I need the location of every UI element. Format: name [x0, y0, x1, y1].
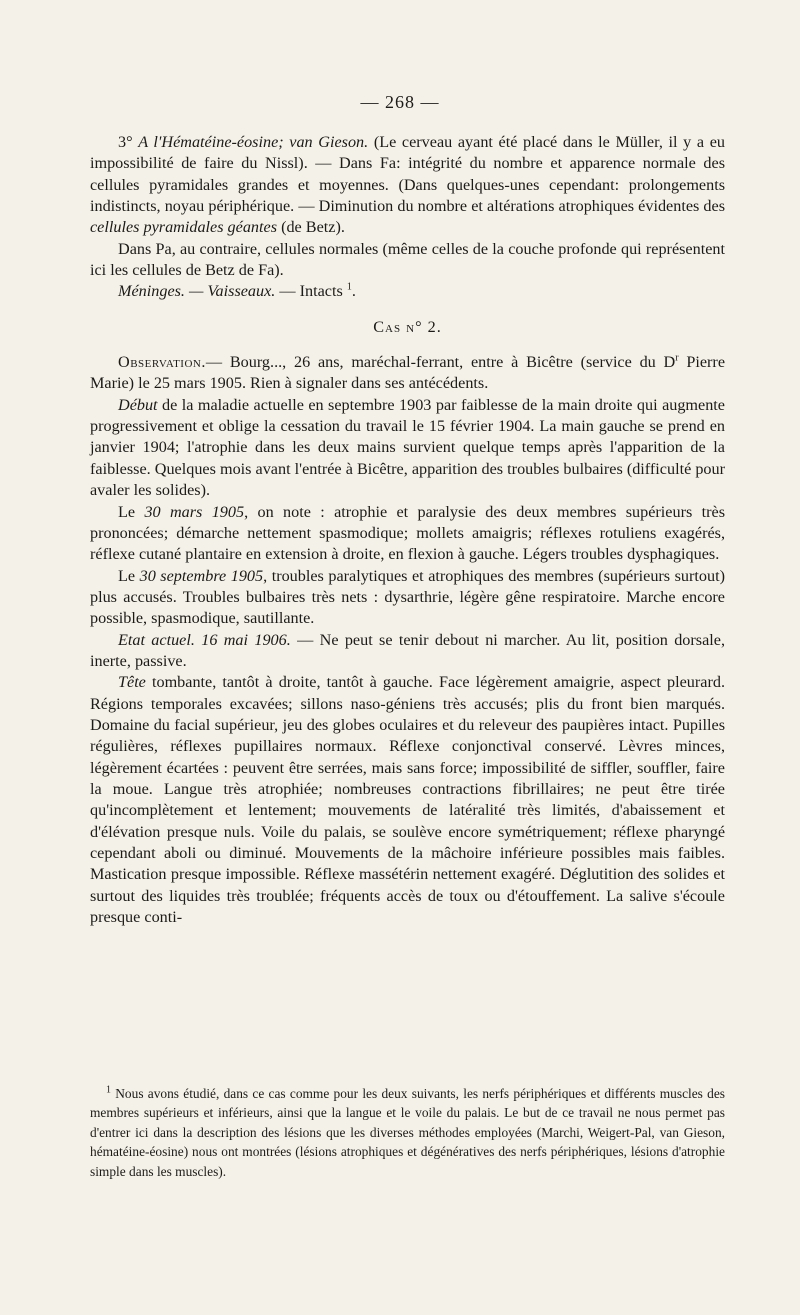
paragraph-text-end: (de Betz).	[277, 218, 345, 237]
paragraph-lead: Le	[118, 502, 145, 521]
item-number: 3°	[118, 133, 139, 151]
case-title: Cas n° 2.	[373, 317, 442, 336]
footnote-body: Nous avons étudié, dans ce cas comme pour les deux suivants, les nerfs périphériques et différents muscles des membres supérieurs et inférieurs, ainsi que la langue et le voile du palais. Le but de ce travail ne nous permet pas d'entrer ici dans la description des lésions que les diverses méthodes employées (Marchi, Weigert-Pal, van Gieson, hématéine-éosine) nous ont montrées (lésions atrophiques et dégénératives des nerfs périphériques, lésions d'atrophie simple dans les muscles).	[90, 1086, 725, 1179]
paragraph-pa: Dans Pa, au contraire, cellules normales (même celles de la couche profonde qui représentent ici les cellules de Betz de Fa).	[90, 239, 725, 280]
paragraph-staining	[90, 132, 725, 239]
paragraph-september-1905	[90, 566, 725, 630]
meninges-heading: Méninges. — Vaisseaux.	[118, 282, 276, 301]
paragraph-etat-actuel	[90, 630, 725, 673]
paragraph-text-end: Pierre Marie) le 25 mars 1905. Rien à signaler dans ses antécédents.	[90, 353, 726, 393]
debut-heading: Début	[118, 395, 158, 414]
date-march-1905: 30 mars 1905	[144, 502, 245, 521]
paragraph-text: (Le cerveau ayant été placé dans le Müller, il y a eu impossibilité de faire du Nissl). — Dans Fa: intégrité du nombre et apparence normale des cellules pyramidales grandes et moyennes. (Dans quelques-unes cependant: prolongements indistincts, noyau périphérique. — Diminution du nombre et altérations atrophiques évidentes des	[90, 133, 725, 216]
paragraph-text: , troubles paralytiques et atrophiques des membres (supérieurs surtout) plus accusés. Troubles bulbaires très nets : dysarthrie, légère gêne respiratoire. Marche encore possible, spasmodique, sautillante.	[90, 566, 725, 628]
term-betz-cells: cellules pyramidales géantes	[90, 218, 278, 237]
doctor-abbrev-sup: r	[675, 352, 679, 364]
paragraph-meninges	[90, 281, 725, 302]
page-number: — 268 —	[360, 92, 440, 112]
body-text	[90, 132, 725, 928]
paragraph-text: de la maladie actuelle en septembre 1903 par faiblesse de la main droite qui augmente progressivement et oblige la cessation du travail le 15 février 1904. La main gauche se prend en janvier 1904; l'atrophie dans les deux mains survient quelque temps après l'apparition de la faiblesse. Quelques mois avant l'entrée à Bicêtre, apparition des troubles bulbaires (difficulté pour avaler les solides).	[90, 395, 725, 500]
paragraph-debut	[90, 395, 725, 502]
paragraph-text: — Ne peut se tenir debout ni marcher. Au lit, position dorsale, inerte, passive.	[90, 630, 725, 670]
paragraph-observation	[90, 352, 725, 395]
paragraph-text: tombante, tantôt à droite, tantôt à gauche. Face légèrement amaigrie, aspect pleurard. Régions temporales excavées; sillons naso-géniens très accusés; plis du front bien marqués. Domaine du facial supérieur, jeu des globes oculaires et du releveur des paupières intact. Pupilles régulières, réflexes pupillaires normaux. Réflexe conjonctival conservé. Lèvres minces, légèrement écartées : peuvent être serrées, mais sans force; impossibilité de siffler, souffler, faire la moue. Langue très atrophiée; nombreuses contractions fibrillaires; ne peut être tirée qu'incomplètement et lentement; mouvements de latéralité très limités, d'abaissement et d'élévation presque nuls. Voile du palais, se soulève encore symétriquement; réflexe pharyngé cependant aboli ou diminué. Mouvements de la mâchoire inférieure possibles mais faibles. Mastication presque impossible. Réflexe massétérin nettement exagéré. Déglutition des solides et surtout des liquides très troublée; fréquents accès de toux ou d'étouffement. La salive s'écoule presque conti-	[90, 673, 725, 927]
paragraph-march-1905	[90, 502, 725, 566]
paragraph-text: — Bourg..., 26 ans, maréchal-ferrant, entre à Bicêtre (service du D	[205, 353, 676, 372]
footnote-ref: 1	[346, 282, 352, 294]
paragraph-text: , on note : atrophie et paralysie des deux membres supérieurs très prononcées; démarche nettement spasmodique; mollets amaigris; réflexes rotuliens exagérés, réflexe cutané plantaire en extension à droite, en flexion à gauche. Légers troubles dysphagiques.	[90, 502, 726, 564]
paragraph-tete	[90, 672, 725, 928]
staining-heading: A l'Hématéine-éosine; van Gieson.	[138, 133, 369, 151]
etat-actuel-heading: Etat actuel. 16 mai 1906.	[118, 630, 291, 649]
date-september-1905: 30 septembre 1905	[139, 566, 264, 585]
tete-heading: Tête	[118, 673, 146, 692]
footnote-text	[90, 1084, 725, 1181]
paragraph-text-end: .	[351, 282, 356, 301]
observation-label: Observation.	[118, 353, 206, 372]
paragraph-lead: Le	[118, 566, 140, 585]
footnote-marker: 1	[106, 1084, 111, 1096]
footnote	[90, 1084, 725, 1181]
paragraph-text: — Intacts	[275, 282, 347, 301]
